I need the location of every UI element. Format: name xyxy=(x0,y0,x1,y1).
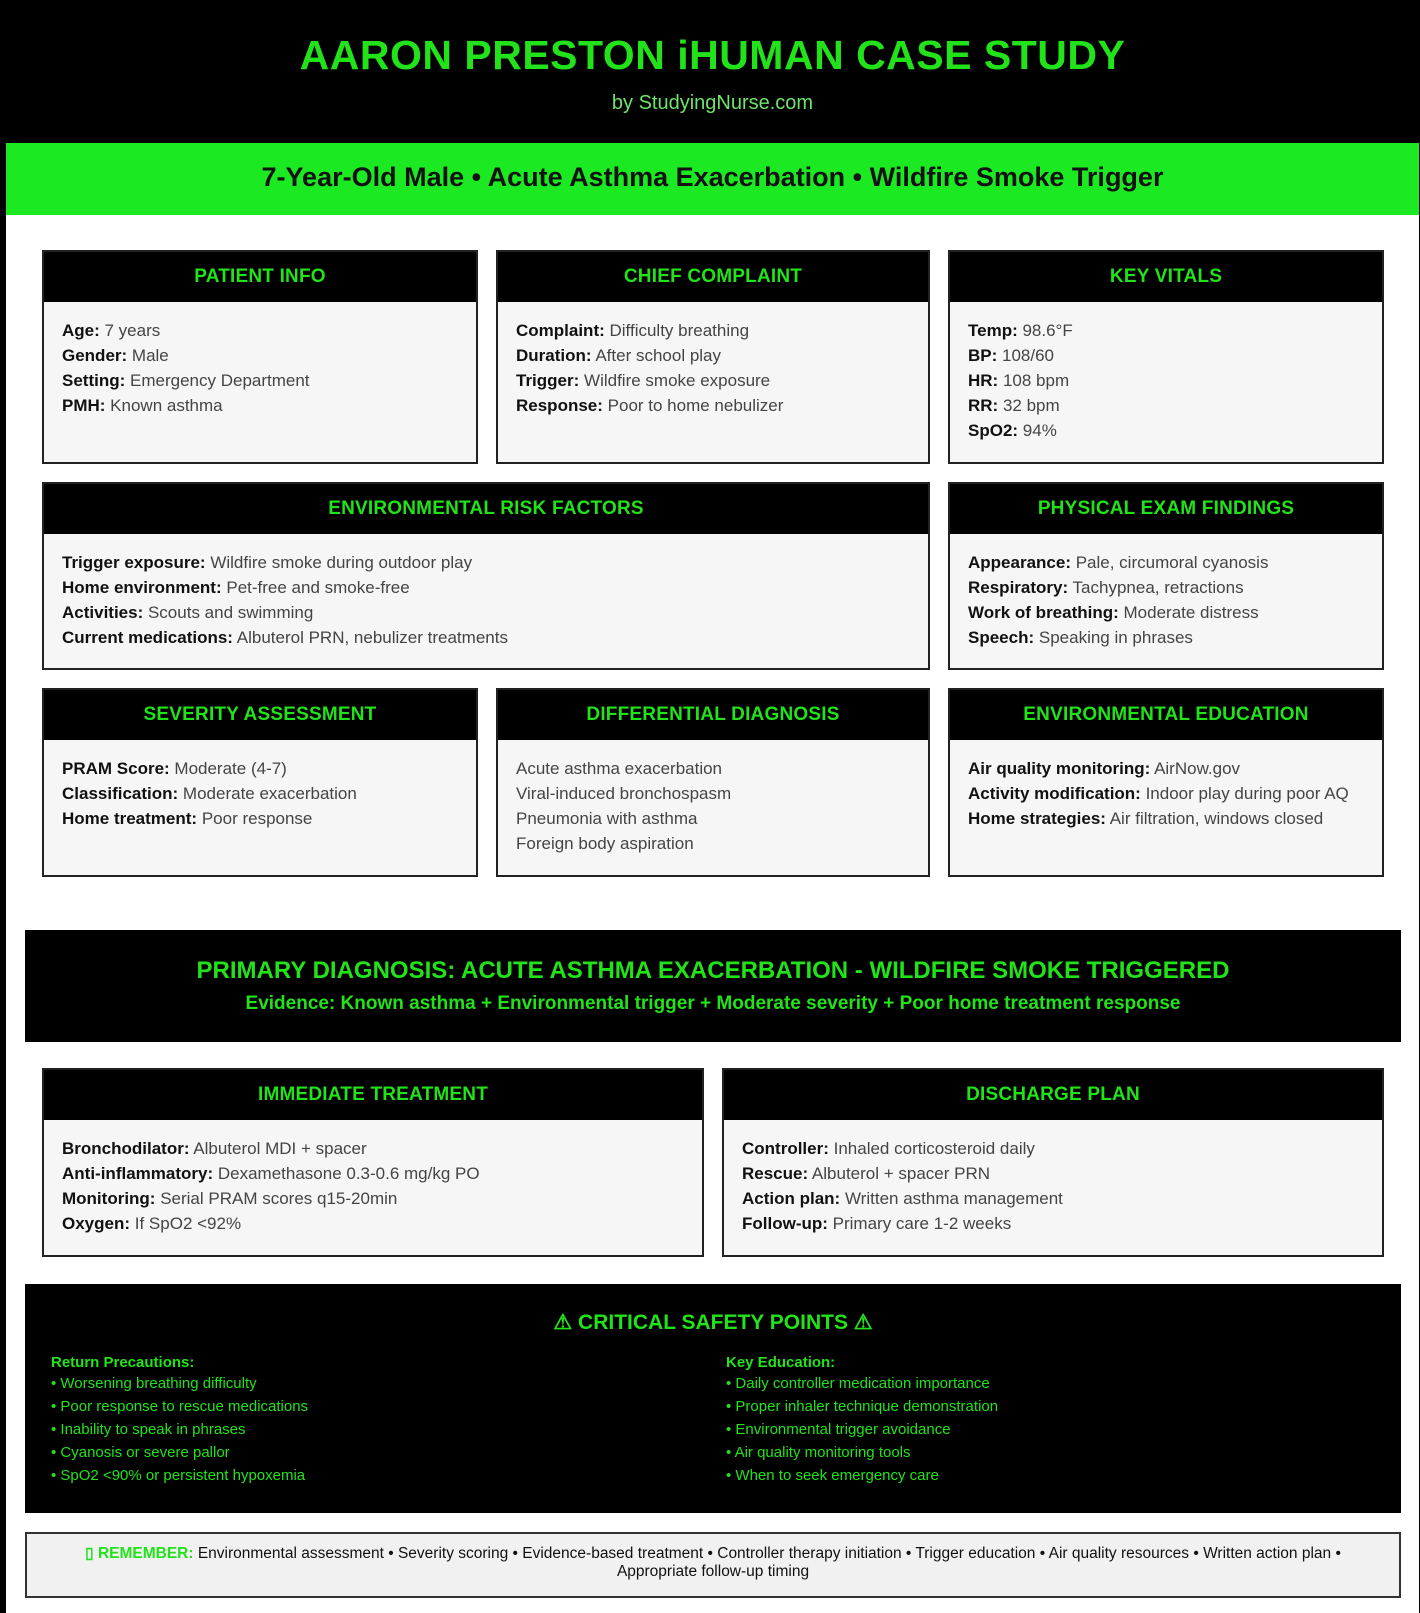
field-value: Indoor play during poor AQ xyxy=(1140,784,1349,803)
field-row xyxy=(968,806,1364,831)
field-value: Wildfire smoke during outdoor play xyxy=(205,553,473,572)
field-label: Speech: xyxy=(968,628,1035,647)
field-row xyxy=(62,806,458,831)
list-item: • Inability to speak in phrases xyxy=(51,1421,246,1438)
field-row xyxy=(968,625,1364,650)
field-label: HR: xyxy=(968,371,999,390)
field-row xyxy=(968,756,1364,781)
field-value: Albuterol PRN, nebulizer treatments xyxy=(232,628,508,647)
field-label: BP: xyxy=(968,346,998,365)
card-body xyxy=(44,302,476,418)
key-education-heading: Key Education: xyxy=(726,1354,836,1371)
card-title: CHIEF COMPLAINT xyxy=(498,252,928,302)
field-row xyxy=(62,550,910,575)
field-row xyxy=(516,343,910,368)
card-body xyxy=(44,740,476,831)
field-row xyxy=(62,343,458,368)
list-item: Pneumonia with asthma xyxy=(516,809,698,828)
list-item: • Environmental trigger avoidance xyxy=(726,1421,951,1438)
case-banner-text: 7-Year-Old Male • Acute Asthma Exacerbation • Wildfire Smoke Trigger xyxy=(261,162,1164,192)
field-label: Action plan: xyxy=(742,1189,841,1208)
field-value: Serial PRAM scores q15-20min xyxy=(155,1189,398,1208)
field-value: Moderate exacerbation xyxy=(178,784,357,803)
field-label: Oxygen: xyxy=(62,1214,131,1233)
field-row xyxy=(968,418,1364,443)
field-row xyxy=(516,393,910,418)
field-value: Male xyxy=(127,346,169,365)
list-item: Acute asthma exacerbation xyxy=(516,759,723,778)
primary-diagnosis-evidence: Evidence: Known asthma + Environmental trigger + Moderate severity + Poor home treatment response xyxy=(245,993,1181,1014)
field-row xyxy=(968,781,1364,806)
field-value: 108 bpm xyxy=(998,371,1070,390)
field-row xyxy=(62,318,458,343)
field-label: Air quality monitoring: xyxy=(968,759,1151,778)
field-value: Known asthma xyxy=(105,396,223,415)
document-sheet xyxy=(6,0,1419,1613)
field-row xyxy=(968,318,1364,343)
field-value: Albuterol + spacer PRN xyxy=(808,1164,991,1183)
card-title: PATIENT INFO xyxy=(44,252,476,302)
field-value: Primary care 1-2 weeks xyxy=(827,1214,1012,1233)
field-row xyxy=(62,1161,684,1186)
list-item: • SpO2 <90% or persistent hypoxemia xyxy=(51,1467,306,1484)
field-label: Work of breathing: xyxy=(968,603,1119,622)
primary-diagnosis-banner xyxy=(25,930,1401,1042)
key-vitals-card xyxy=(948,250,1384,464)
field-row xyxy=(62,756,458,781)
field-label: Monitoring: xyxy=(62,1189,156,1208)
card-body xyxy=(498,302,928,418)
field-row xyxy=(968,368,1364,393)
field-row xyxy=(516,318,910,343)
safety-title: ⚠ CRITICAL SAFETY POINTS ⚠ xyxy=(553,1311,873,1334)
list-item: • When to seek emergency care xyxy=(726,1467,939,1484)
primary-diagnosis-title: PRIMARY DIAGNOSIS: ACUTE ASTHMA EXACERBATION - WILDFIRE SMOKE TRIGGERED xyxy=(196,957,1230,984)
field-row xyxy=(742,1161,1364,1186)
card-title: DISCHARGE PLAN xyxy=(724,1070,1382,1120)
field-label: Age: xyxy=(62,321,100,340)
critical-safety-panel xyxy=(25,1284,1401,1513)
field-label: Home environment: xyxy=(62,578,222,597)
field-label: PRAM Score: xyxy=(62,759,170,778)
card-body xyxy=(44,534,928,650)
field-label: RR: xyxy=(968,396,999,415)
case-banner xyxy=(6,143,1419,215)
card-title: SEVERITY ASSESSMENT xyxy=(44,690,476,740)
field-label: Appearance: xyxy=(968,553,1071,572)
field-value: Difficulty breathing xyxy=(604,321,750,340)
page-header xyxy=(6,0,1419,143)
field-value: Speaking in phrases xyxy=(1034,628,1193,647)
field-label: Temp: xyxy=(968,321,1018,340)
field-label: Follow-up: xyxy=(742,1214,828,1233)
card-title: IMMEDIATE TREATMENT xyxy=(44,1070,702,1120)
patient-info-card xyxy=(42,250,478,464)
key-education xyxy=(726,1354,1346,1487)
field-row xyxy=(62,575,910,600)
field-label: Duration: xyxy=(516,346,592,365)
differential-card xyxy=(496,688,930,877)
field-row xyxy=(62,1186,684,1211)
field-label: Rescue: xyxy=(742,1164,809,1183)
environmental-risk-card xyxy=(42,482,930,670)
card-title: KEY VITALS xyxy=(950,252,1382,302)
field-row xyxy=(742,1186,1364,1211)
field-value: Scouts and swimming xyxy=(143,603,314,622)
field-value: Poor to home nebulizer xyxy=(602,396,784,415)
card-body xyxy=(498,740,928,856)
page-title: AARON PRESTON iHUMAN CASE STUDY xyxy=(299,32,1126,78)
field-label: Trigger exposure: xyxy=(62,553,206,572)
field-row xyxy=(968,575,1364,600)
field-value: Moderate (4-7) xyxy=(169,759,287,778)
card-body xyxy=(950,534,1382,650)
field-value: Dexamethasone 0.3-0.6 mg/kg PO xyxy=(213,1164,480,1183)
field-value: Inhaled corticosteroid daily xyxy=(828,1139,1035,1158)
card-body xyxy=(950,740,1382,831)
card-body xyxy=(950,302,1382,443)
field-label: Home treatment: xyxy=(62,809,198,828)
env-education-card xyxy=(948,688,1384,877)
field-value: If SpO2 <92% xyxy=(130,1214,242,1233)
field-value: Tachypnea, retractions xyxy=(1068,578,1244,597)
field-value: Wildfire smoke exposure xyxy=(579,371,771,390)
list-item: Viral-induced bronchospasm xyxy=(516,784,732,803)
field-label: Controller: xyxy=(742,1139,829,1158)
list-item: • Cyanosis or severe pallor xyxy=(51,1444,230,1461)
field-row xyxy=(62,625,910,650)
field-label: Activity modification: xyxy=(968,784,1141,803)
card-title: ENVIRONMENTAL EDUCATION xyxy=(950,690,1382,740)
card-title: PHYSICAL EXAM FINDINGS xyxy=(950,484,1382,534)
field-label: Trigger: xyxy=(516,371,580,390)
field-row xyxy=(62,368,458,393)
field-label: Gender: xyxy=(62,346,128,365)
list-item: • Proper inhaler technique demonstration xyxy=(726,1398,999,1415)
field-row xyxy=(62,1136,684,1161)
field-value: Emergency Department xyxy=(125,371,310,390)
field-value: Moderate distress xyxy=(1118,603,1259,622)
field-label: Home strategies: xyxy=(968,809,1106,828)
list-item: • Worsening breathing difficulty xyxy=(51,1375,257,1392)
field-label: Activities: xyxy=(62,603,144,622)
list-item: • Daily controller medication importance xyxy=(726,1375,990,1392)
list-item: • Air quality monitoring tools xyxy=(726,1444,911,1461)
immediate-treatment-card xyxy=(42,1068,704,1257)
return-precautions-list xyxy=(51,1372,671,1487)
field-row xyxy=(62,781,458,806)
remember-box xyxy=(25,1532,1401,1598)
list-item: • Poor response to rescue medications xyxy=(51,1398,309,1415)
remember-text: Environmental assessment • Severity scoring • Evidence-based treatment • Controller therapy initiation • Trigger education • Air quality resources • Written action plan • Appropriate follow-up timing xyxy=(197,1545,1341,1580)
field-label: Anti-inflammatory: xyxy=(62,1164,214,1183)
byline: by StudyingNurse.com xyxy=(611,92,814,114)
field-value: Albuterol MDI + spacer xyxy=(189,1139,367,1158)
field-row xyxy=(62,1211,684,1236)
field-row xyxy=(742,1211,1364,1236)
field-row xyxy=(742,1136,1364,1161)
field-row xyxy=(516,368,910,393)
field-row xyxy=(62,600,910,625)
list-item: Foreign body aspiration xyxy=(516,834,694,853)
remember-label: ▯ REMEMBER: xyxy=(85,1545,194,1562)
field-value: 94% xyxy=(1018,421,1057,440)
field-value: 98.6°F xyxy=(1017,321,1073,340)
field-label: Complaint: xyxy=(516,321,605,340)
card-title: DIFFERENTIAL DIAGNOSIS xyxy=(498,690,928,740)
field-label: Respiratory: xyxy=(968,578,1069,597)
field-value: Air filtration, windows closed xyxy=(1105,809,1324,828)
field-value: AirNow.gov xyxy=(1150,759,1241,778)
field-label: Response: xyxy=(516,396,603,415)
return-precautions-heading: Return Precautions: xyxy=(51,1354,195,1371)
field-value: 7 years xyxy=(99,321,161,340)
card-body xyxy=(724,1120,1382,1236)
field-label: Classification: xyxy=(62,784,179,803)
return-precautions xyxy=(51,1354,671,1487)
chief-complaint-card xyxy=(496,250,930,464)
field-row xyxy=(968,550,1364,575)
field-value: 108/60 xyxy=(997,346,1055,365)
field-row xyxy=(968,343,1364,368)
key-education-list xyxy=(726,1372,1346,1487)
field-label: Setting: xyxy=(62,371,126,390)
field-value: Poor response xyxy=(197,809,313,828)
card-body xyxy=(44,1120,702,1236)
field-value: Pet-free and smoke-free xyxy=(221,578,410,597)
field-row xyxy=(968,600,1364,625)
field-value: 32 bpm xyxy=(998,396,1060,415)
field-row xyxy=(62,393,458,418)
field-label: Current medications: xyxy=(62,628,233,647)
field-value: Pale, circumoral cyanosis xyxy=(1070,553,1269,572)
discharge-plan-card xyxy=(722,1068,1384,1257)
severity-card xyxy=(42,688,478,877)
field-value: Written asthma management xyxy=(840,1189,1063,1208)
field-value: After school play xyxy=(591,346,722,365)
physical-exam-card xyxy=(948,482,1384,670)
field-row xyxy=(968,393,1364,418)
field-label: Bronchodilator: xyxy=(62,1139,190,1158)
field-label: PMH: xyxy=(62,396,106,415)
field-label: SpO2: xyxy=(968,421,1019,440)
card-title: ENVIRONMENTAL RISK FACTORS xyxy=(44,484,928,534)
